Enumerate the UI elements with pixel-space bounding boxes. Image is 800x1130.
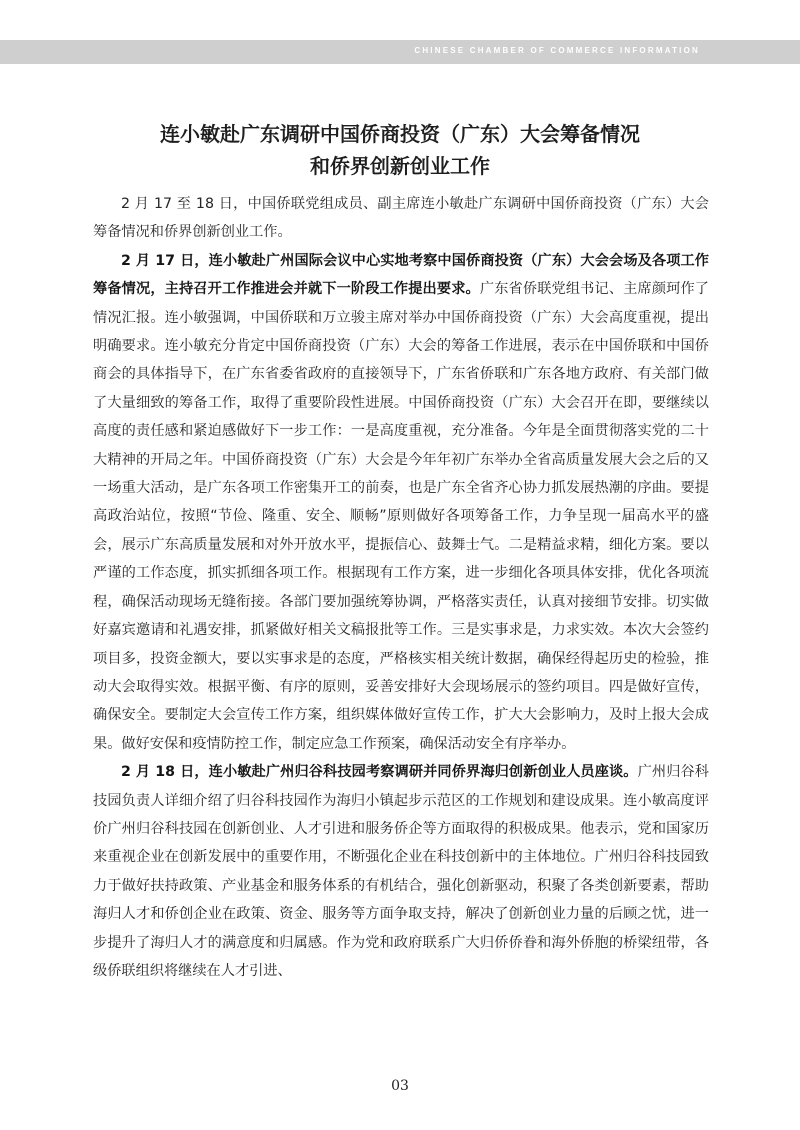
article-title (60, 118, 740, 182)
paragraph-feb17-text: 广东省侨联党组书记、主席颜珂作了情况汇报。连小敏强调，中国侨联和万立骏主席对举办中国侨商投资（广东）大会高度重视，提出明确要求。连小敏充分肯定中国侨商投资（广东）大会的筹备工作进展，表示在中国侨联和中国侨商会的具体指导下，在广东省委省政府的直接领导下，广东省侨联和广东各地方政府、有关部门做了大量细致的筹备工作，取得了重要阶段性进展。中国侨商投资（广东）大会召开在即，要继续以高度的责任感和紧迫感做好下一步工作：一是高度重视，充分准备。今年是全面贯彻落实党的二十大精神的开局之年。中国侨商投资（广东）大会是今年年初广东举办全省高质量发展大会之后的又一场重大活动，是广东各项工作密集开工的前奏，也是广东全省齐心协力抓发展热潮的序曲。要提高政治站位，按照“节俭、隆重、安全、顺畅”原则做好各项筹备工作，力争呈现一届高水平的盛会，展示广东高质量发展和对外开放水平，提振信心、鼓舞士气。二是精益求精，细化方案。要以严谨的工作态度，抓实抓细各项工作。根据现有工作方案，进一步细化各项具体安排，优化各项流程，确保活动现场无缝衔接。各部门要加强统筹协调，严格落实责任，认真对接细节安排。切实做好嘉宾邀请和礼遇安排，抓紧做好相关文稿报批等工作。三是实事求是，力求实效。本次大会签约项目多，投资金额大，要以实事求是的态度，严格核实相关统计数据，确保经得起历史的检验，推动大会取得实效。根据平衡、有序的原则，妥善安排好大会现场展示的签约项目。四是做好宣传，确保安全。要制定大会宣传工作方案，组织媒体做好宣传工作，扩大大会影响力，及时上报大会成果。做好安保和疫情防控工作，制定应急工作预案，确保活动安全有序举办。 (93, 281, 709, 752)
article-body (93, 190, 709, 985)
title-line-1: 连小敏赴广东调研中国侨商投资（广东）大会筹备情况 (160, 122, 640, 146)
publication-name: CHINESE CHAMBER OF COMMERCE INFORMATION (414, 46, 700, 55)
paragraph-feb18 (93, 758, 709, 985)
paragraph-intro-text: 2 月 17 至 18 日，中国侨联党组成员、副主席连小敏赴广东调研中国侨商投资（广东）大会筹备情况和侨界创新创业工作。 (93, 196, 709, 241)
paragraph-intro (93, 190, 709, 247)
paragraph-feb18-lead: 2 月 18 日，连小敏赴广州归谷科技园考察调研并同侨界海归创新创业人员座谈。 (121, 764, 638, 781)
page-number: 03 (391, 1078, 409, 1094)
paragraph-feb18-text: 广州归谷科技园负责人详细介绍了归谷科技园作为海归小镇起步示范区的工作规划和建设成果。连小敏高度评价广州归谷科技园在创新创业、人才引进和服务侨企等方面取得的积极成果。他表示，党和国家历来重视企业在创新发展中的重要作用，不断强化企业在科技创新中的主体地位。广州归谷科技园致力于做好扶持政策、产业基金和服务体系的有机结合，强化创新驱动，积聚了各类创新要素，帮助海归人才和侨创企业在政策、资金、服务等方面争取支持，解决了创新创业力量的后顾之忧，进一步提升了海归人才的满意度和归属感。作为党和政府联系广大归侨侨眷和海外侨胞的桥梁纽带，各级侨联组织将继续在人才引进、 (93, 764, 709, 979)
paragraph-feb17-lead: 2 月 17 日，连小敏赴广州国际会议中心实地考察中国侨商投资（广东）大会会场及各项工作筹备情况，主持召开工作推进会并就下一阶段工作提出要求。 (93, 252, 709, 298)
title-line-2: 和侨界创新创业工作 (310, 154, 490, 178)
paragraph-feb17 (93, 247, 709, 758)
